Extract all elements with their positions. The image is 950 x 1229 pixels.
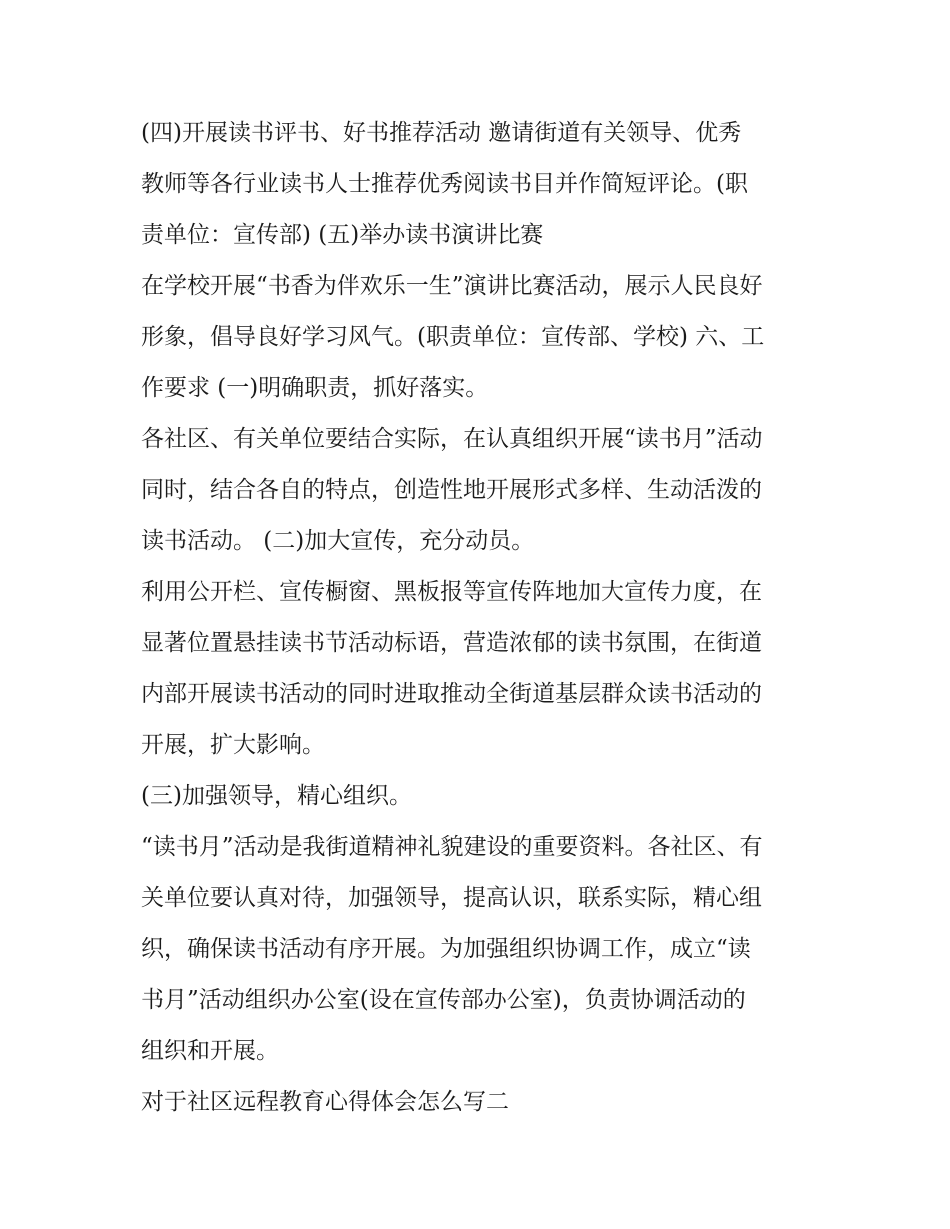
text-line: 书月”活动组织办公室(设在宣传部办公室)，负责协调活动的: [141, 987, 746, 1013]
paragraph-speech-contest: [141, 261, 821, 414]
text-line: 读书活动。 (二)加大宣传，充分动员。: [141, 528, 535, 554]
text-line: 开展，扩大影响。: [141, 732, 325, 758]
text-line: 对于社区远程教育心得体会怎么写二: [141, 1089, 509, 1115]
paragraph-community-units: [141, 414, 821, 567]
text-line: 各社区、有关单位要结合实际，在认真组织开展“读书月”活动: [141, 426, 763, 452]
text-line: 责单位：宣传部) (五)举办读书演讲比赛: [141, 222, 544, 248]
text-line: 形象，倡导良好学习风气。(职责单位：宣传部、学校) 六、工: [141, 324, 765, 350]
text-line: (三)加强领导，精心组织。: [141, 783, 412, 809]
paragraph-reading-month: [141, 822, 821, 1077]
text-line: 在学校开展“书香为伴欢乐一生”演讲比赛活动，展示人民良好: [141, 273, 763, 299]
paragraph-leadership-heading: [141, 771, 821, 822]
paragraph-reading-review: [141, 108, 821, 261]
text-line: 作要求 (一)明确职责，抓好落实。: [141, 375, 489, 401]
text-line: 内部开展读书活动的同时进取推动全街道基层群众读书活动的: [141, 681, 762, 707]
text-line: 同时，结合各自的特点，创造性地开展形式多样、生动活泼的: [141, 477, 762, 503]
text-line: 显著位置悬挂读书节活动标语，营造浓郁的读书氛围，在街道: [141, 630, 762, 656]
text-line: (四)开展读书评书、好书推荐活动 邀请街道有关领导、优秀: [141, 120, 742, 146]
text-line: 组织和开展。: [141, 1038, 279, 1064]
section-title: [141, 1077, 821, 1128]
text-line: 织，确保读书活动有序开展。为加强组织协调工作，成立“读: [141, 936, 751, 962]
text-line: 利用公开栏、宣传橱窗、黑板报等宣传阵地加大宣传力度，在: [141, 579, 762, 605]
text-line: 关单位要认真对待，加强领导，提高认识，联系实际，精心组: [141, 885, 762, 911]
text-line: 教师等各行业读书人士推荐优秀阅读书目并作简短评论。(职: [141, 171, 748, 197]
text-line: “读书月”活动是我街道精神礼貌建设的重要资料。各社区、有: [141, 834, 763, 860]
document-body: [141, 108, 821, 1128]
paragraph-publicity: [141, 567, 821, 771]
